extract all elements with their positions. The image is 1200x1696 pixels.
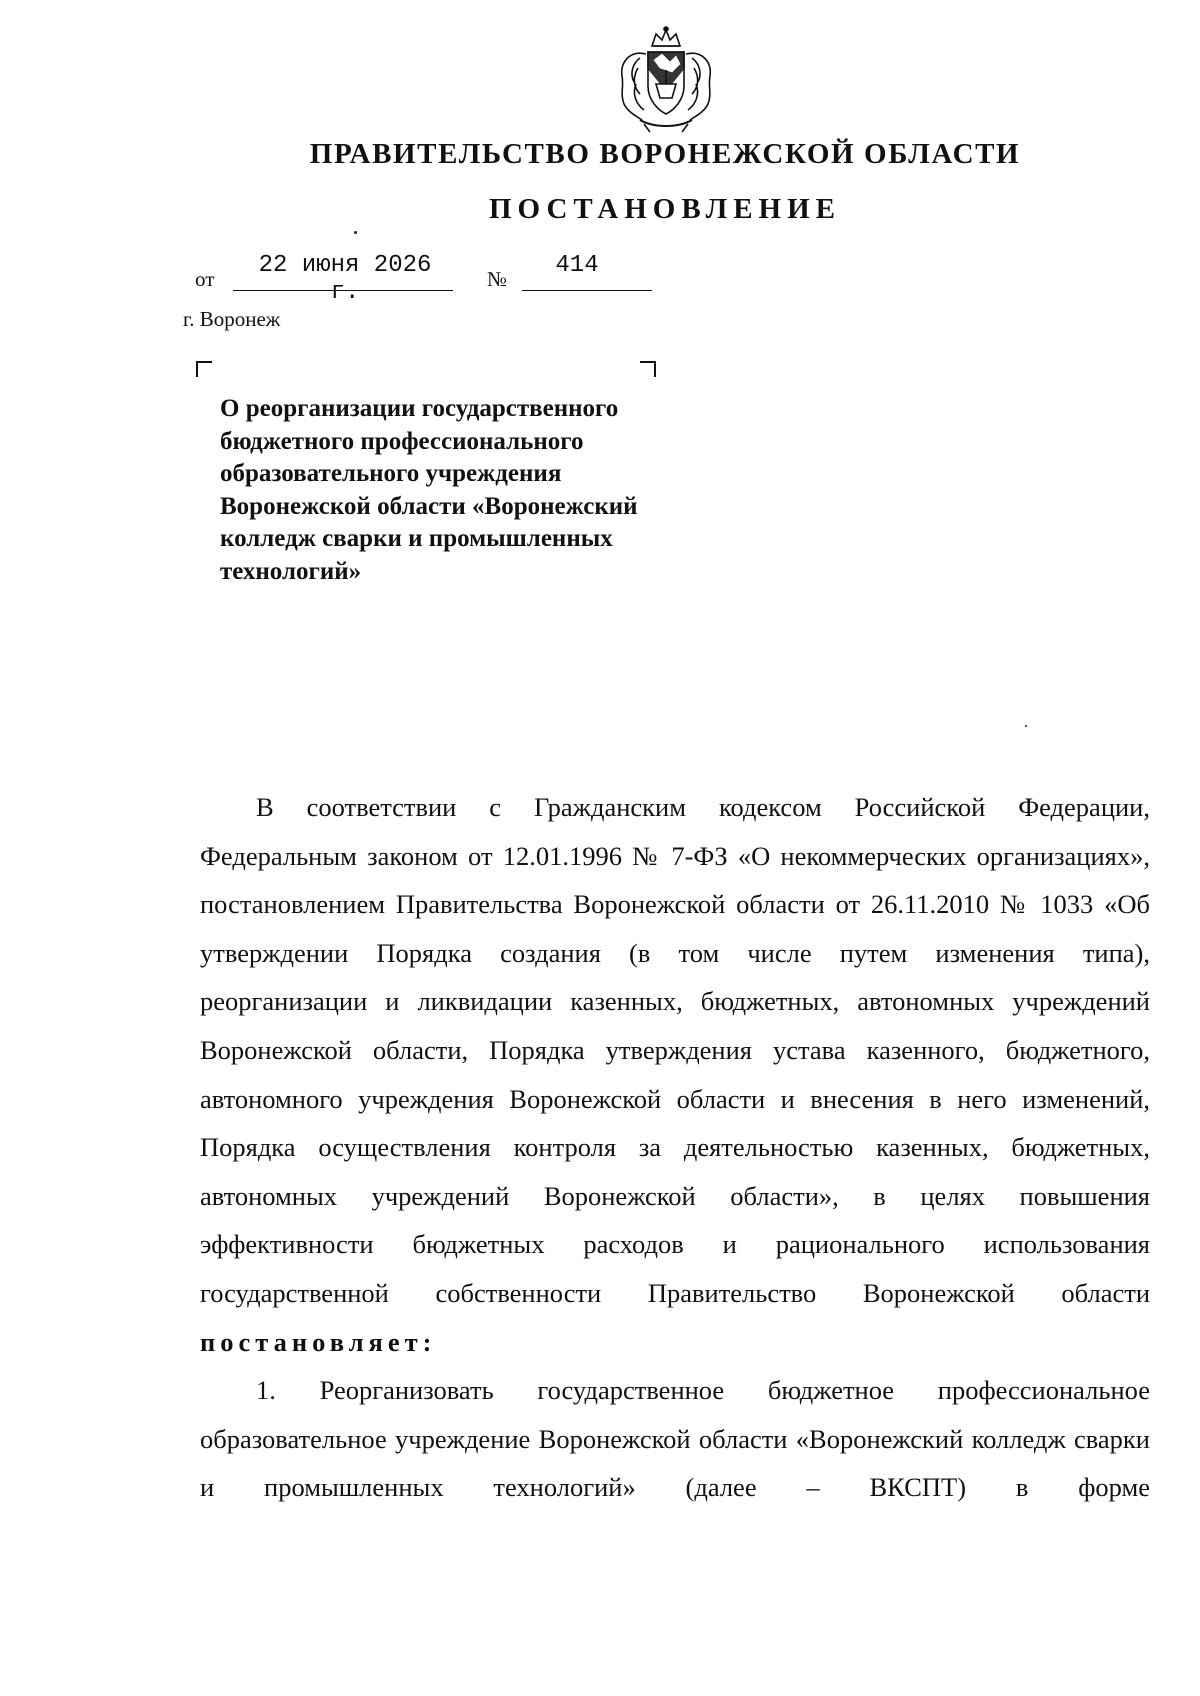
- document-date: 22 июня 2026 г.: [258, 252, 432, 306]
- coat-of-arms-icon: [610, 24, 722, 134]
- document-type: ПОСТАНОВЛЕНИЕ: [488, 193, 841, 225]
- resolves-word: постановляет:: [200, 1326, 437, 1357]
- number-prefix: №: [487, 267, 508, 291]
- issue-city: г. Воронеж: [183, 307, 281, 331]
- document-body: [200, 783, 1150, 1512]
- scan-speck: [1025, 725, 1027, 727]
- scan-speck: [354, 231, 357, 234]
- item-1-text: 1. Реорганизовать государственное бюджетное профессиональное образовательное учреждение Воронежской области «Воронежский колледж сварки и промышленных технологий» (далее – ВКСПТ) в форме: [200, 1375, 1150, 1503]
- document-subject: О реорганизации государственного бюджетного профессионального образовательного учреждения Воронежской области «Воронежский колледж сварки и промышленных технологий»: [220, 395, 638, 585]
- item-1-paragraph: [200, 1366, 1150, 1512]
- government-title: ПРАВИТЕЛЬСТВО ВОРОНЕЖСКОЙ ОБЛАСТИ: [309, 138, 1021, 170]
- subject-bracket-right: [640, 361, 656, 377]
- date-prefix: от: [195, 267, 215, 291]
- date-number-row: [195, 252, 675, 306]
- preamble-paragraph: [200, 783, 1150, 1366]
- subject-bracket-left: [196, 361, 212, 377]
- document-number: 414: [555, 252, 599, 279]
- number-underline: [522, 290, 652, 291]
- preamble-text: В соответствии с Гражданским кодексом Российской Федерации, Федеральным законом от 12.01.1996 № 7-ФЗ «О некоммерческих организациях», постановлением Правительства Воронежской области от 26.11.2010 № 1033 «Об утверждении Порядка создания (в том числе путем изменения типа), реорганизации и ликвидации казенных, бюджетных, автономных учреждений Воронежской области, Порядка утверждения устава казенного, бюджетного, автономного учреждения Воронежской области и внесения в него изменений, Порядка осуществления контроля за деятельностью казенных, бюджетных, автономных учреждений Воронежской области», в целях повышения эффективности бюджетных расходов и рационального использования государственной собственности Правительство Воронежской области: [200, 792, 1150, 1308]
